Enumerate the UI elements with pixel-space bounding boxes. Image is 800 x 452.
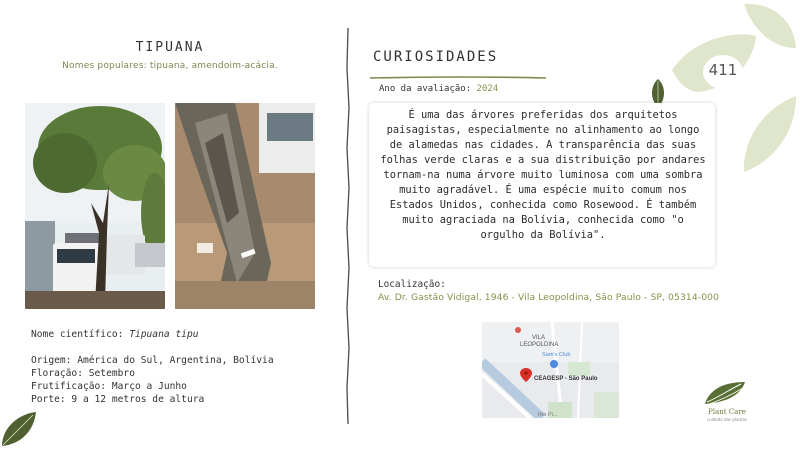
logo-tagline: cuidado das plantas bbox=[706, 417, 748, 422]
evaluation-year bbox=[379, 84, 498, 94]
map-poi-2: CEAGESP - São Paulo bbox=[534, 376, 598, 382]
eval-year: 2024 bbox=[476, 84, 499, 94]
title-underline bbox=[370, 66, 546, 72]
eval-label: Ano da avaliação: bbox=[379, 84, 477, 94]
curiosities-title: CURIOSIDADES bbox=[373, 49, 499, 65]
trunk-photo bbox=[175, 103, 315, 309]
location-label: Localização: bbox=[378, 279, 446, 290]
tree-photo bbox=[25, 103, 165, 309]
origin-text: Origem: América do Sul, Argentina, Bolívia bbox=[31, 355, 274, 366]
size-text: Porte: 9 a 12 metros de altura bbox=[31, 394, 205, 405]
fruiting-text: Frutificação: Março a Junho bbox=[31, 381, 187, 392]
vertical-divider bbox=[343, 28, 353, 424]
map-poi-1: Sam's Club bbox=[542, 352, 571, 358]
curiosities-text: É uma das árvores preferidas dos arquitetos paisagistas, especialmente no alinhamento ao longo de alamedas nas cidades. A transparência das suas folhas verde claras e a sua distribuição por andares tornam-na numa árvore muito luminosa com uma sombra muito agradável. É uma espécie muito comum nos Estados Unidos, conhecida como Rosewood. É também muito agraciada na Bolívia, conhecida como "o orgulho da Bolívia". bbox=[380, 109, 706, 241]
popular-names: Nomes populares: tipuana, amendoim-acácia. bbox=[62, 61, 278, 71]
map-area-label-1: VILA bbox=[532, 335, 546, 341]
logo-name: Plant Care bbox=[708, 408, 746, 416]
leaf-icon bbox=[0, 408, 40, 448]
page-number: 411 bbox=[708, 61, 738, 79]
scientific-name-label: Nome científico: bbox=[31, 329, 130, 340]
flowering-text: Floração: Setembro bbox=[31, 368, 135, 379]
scientific-name-value: Tipuana tipu bbox=[129, 329, 199, 340]
location-address: Av. Dr. Gastão Vidigal, 1946 - Vila Leopoldina, São Paulo - SP, 05314-000 bbox=[378, 292, 720, 303]
map-poi-3: Rio Pi... bbox=[538, 412, 558, 418]
location-map[interactable] bbox=[482, 322, 619, 418]
map-area-label-2: LEOPOLDINA bbox=[520, 342, 559, 348]
scientific-name bbox=[31, 328, 199, 341]
species-title: TIPUANA bbox=[135, 40, 205, 55]
plant-care-logo bbox=[703, 380, 749, 408]
